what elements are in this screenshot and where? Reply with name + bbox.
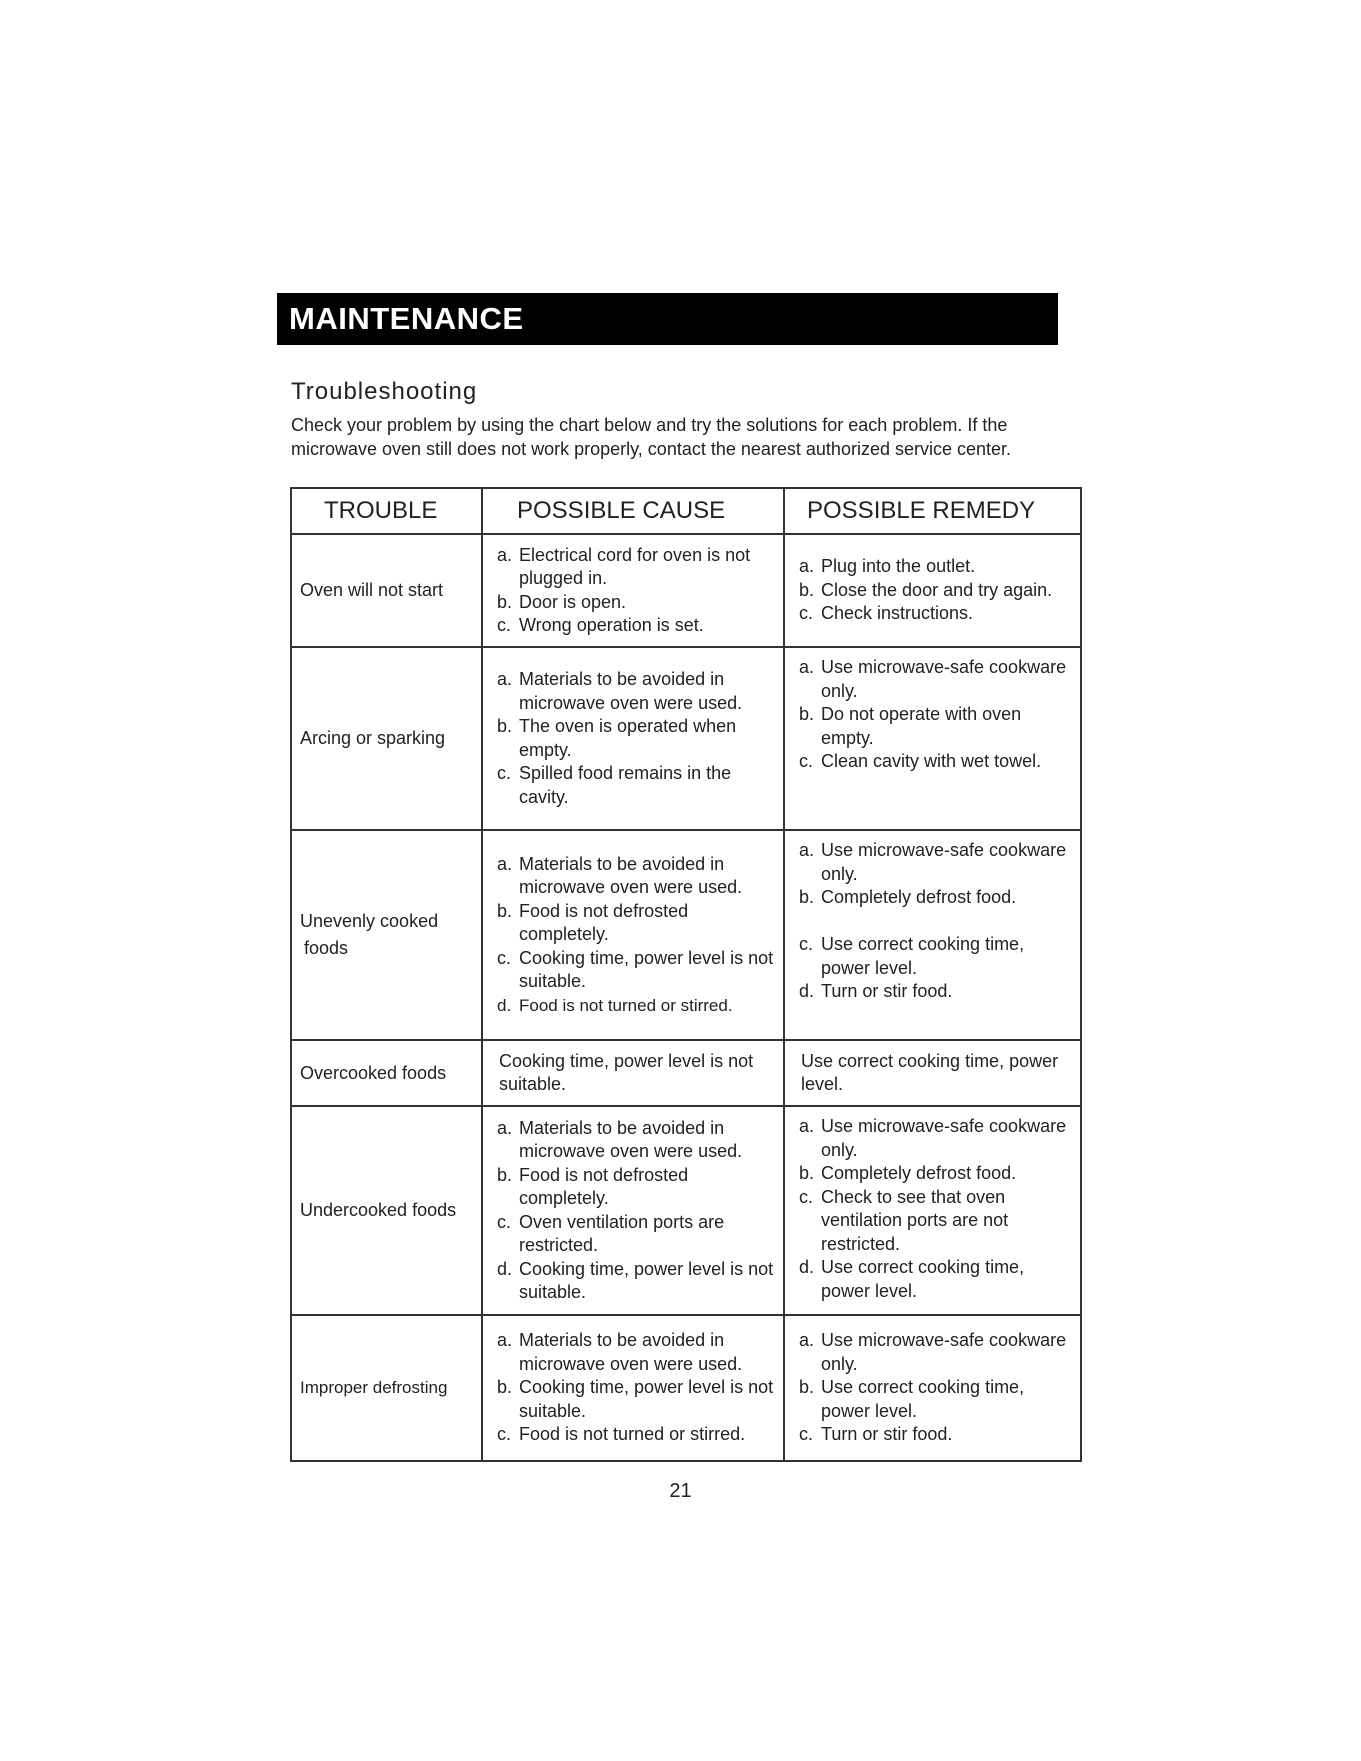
cause-cell xyxy=(482,534,784,647)
intro-line: microwave oven still does not work properly, contact the nearest authorized service center. xyxy=(291,439,1012,459)
remedy-cell xyxy=(784,534,1081,647)
list-item: a. Plug into the outlet. xyxy=(799,556,976,577)
trouble-cell: Oven will not start xyxy=(291,534,482,647)
remedy-cell xyxy=(784,1040,1081,1106)
header-cause: POSSIBLE CAUSE xyxy=(482,488,784,534)
list-item: b. Food is not defrosted completely. xyxy=(497,900,689,945)
trouble-cell: Overcooked foods xyxy=(291,1040,482,1106)
intro-line: Check your problem by using the chart below and try the solutions for each problem. If the xyxy=(291,415,1008,435)
page-number: 21 xyxy=(669,1480,692,1502)
table-row xyxy=(291,1106,1081,1315)
list-item: a. Use microwave-safe cookware only. xyxy=(799,1116,1067,1160)
table-row xyxy=(291,1040,1081,1106)
cause-cell xyxy=(482,647,784,830)
cause-cell xyxy=(482,1040,784,1106)
list-item: b. Use correct cooking time, power level. xyxy=(799,1377,1025,1421)
list-item: c. Spilled food remains in the cavity. xyxy=(497,763,732,807)
header-remedy: POSSIBLE REMEDY xyxy=(784,488,1081,534)
list-item: c. Oven ventilation ports are restricted. xyxy=(497,1211,725,1255)
table-row xyxy=(291,830,1081,1040)
header-trouble: TROUBLE xyxy=(291,488,482,534)
list-item: b. Completely defrost food. xyxy=(799,1163,1017,1183)
section-banner: MAINTENANCE xyxy=(277,293,1058,345)
cause-text: Cooking time, power level is not suitable. xyxy=(499,1050,754,1094)
list-item: d. Cooking time, power level is not suitable. xyxy=(497,1258,774,1302)
remedy-cell xyxy=(784,830,1081,1040)
list-item: d. Use correct cooking time, power level. xyxy=(799,1257,1025,1301)
trouble-cell: Improper defrosting xyxy=(291,1315,482,1461)
list-item: a. Electrical cord for oven is not plugged in. xyxy=(497,544,751,588)
list-item: a. Use microwave-safe cookware only. xyxy=(799,840,1067,884)
troubleshooting-table xyxy=(290,487,1082,1462)
list-item: c. Check to see that oven ventilation ports are not restricted. xyxy=(799,1186,1009,1254)
trouble-cell: Undercooked foods xyxy=(291,1106,482,1315)
list-item: a. Materials to be avoided in microwave oven were used. xyxy=(497,1330,743,1374)
trouble-line: foods xyxy=(304,938,349,958)
cause-cell xyxy=(482,830,784,1040)
list-item: b. Do not operate with oven empty. xyxy=(799,704,1022,748)
trouble-cell: Arcing or sparking xyxy=(291,647,482,830)
list-item: c. Clean cavity with wet towel. xyxy=(799,751,1042,771)
remedy-text: Use correct cooking time, power level. xyxy=(801,1050,1059,1094)
list-item: c. Wrong operation is set. xyxy=(497,615,704,635)
table-row xyxy=(291,1315,1081,1461)
table-row xyxy=(291,534,1081,647)
list-item: c. Use correct cooking time, power level. xyxy=(799,934,1025,978)
cause-cell xyxy=(482,1106,784,1315)
intro-text xyxy=(291,413,1091,461)
list-item: c. Turn or stir food. xyxy=(799,1424,953,1445)
table-header-row xyxy=(291,488,1081,534)
list-item: a. Materials to be avoided in microwave oven were used. xyxy=(497,853,743,898)
list-item: a. Materials to be avoided in microwave oven were used. xyxy=(497,669,743,713)
list-item: b. Cooking time, power level is not suitable. xyxy=(497,1377,774,1421)
cause-cell xyxy=(482,1315,784,1461)
table-row xyxy=(291,647,1081,830)
list-item: b. The oven is operated when empty. xyxy=(497,716,737,760)
list-item: a. Use microwave-safe cookware only. xyxy=(799,1330,1067,1374)
remedy-cell xyxy=(784,1315,1081,1461)
list-item: d. Food is not turned or stirred. xyxy=(497,995,733,1015)
list-item: b. Close the door and try again. xyxy=(799,579,1053,600)
list-item: b. Completely defrost food. xyxy=(799,887,1017,907)
trouble-cell xyxy=(291,830,482,1040)
list-item: a. Materials to be avoided in microwave oven were used. xyxy=(497,1117,743,1161)
list-item: d. Turn or stir food. xyxy=(799,981,953,1001)
trouble-line: Unevenly cooked xyxy=(300,911,439,931)
list-item: c. Food is not turned or stirred. xyxy=(497,1424,746,1445)
remedy-cell xyxy=(784,647,1081,830)
list-item: b. Food is not defrosted completely. xyxy=(497,1164,689,1208)
list-item: a. Use microwave-safe cookware only. xyxy=(799,657,1067,701)
list-item: c. Cooking time, power level is not suitable. xyxy=(497,947,774,992)
section-title: Troubleshooting xyxy=(291,378,478,405)
remedy-cell xyxy=(784,1106,1081,1315)
list-item: b. Door is open. xyxy=(497,591,627,612)
list-item: c. Check instructions. xyxy=(799,603,974,624)
